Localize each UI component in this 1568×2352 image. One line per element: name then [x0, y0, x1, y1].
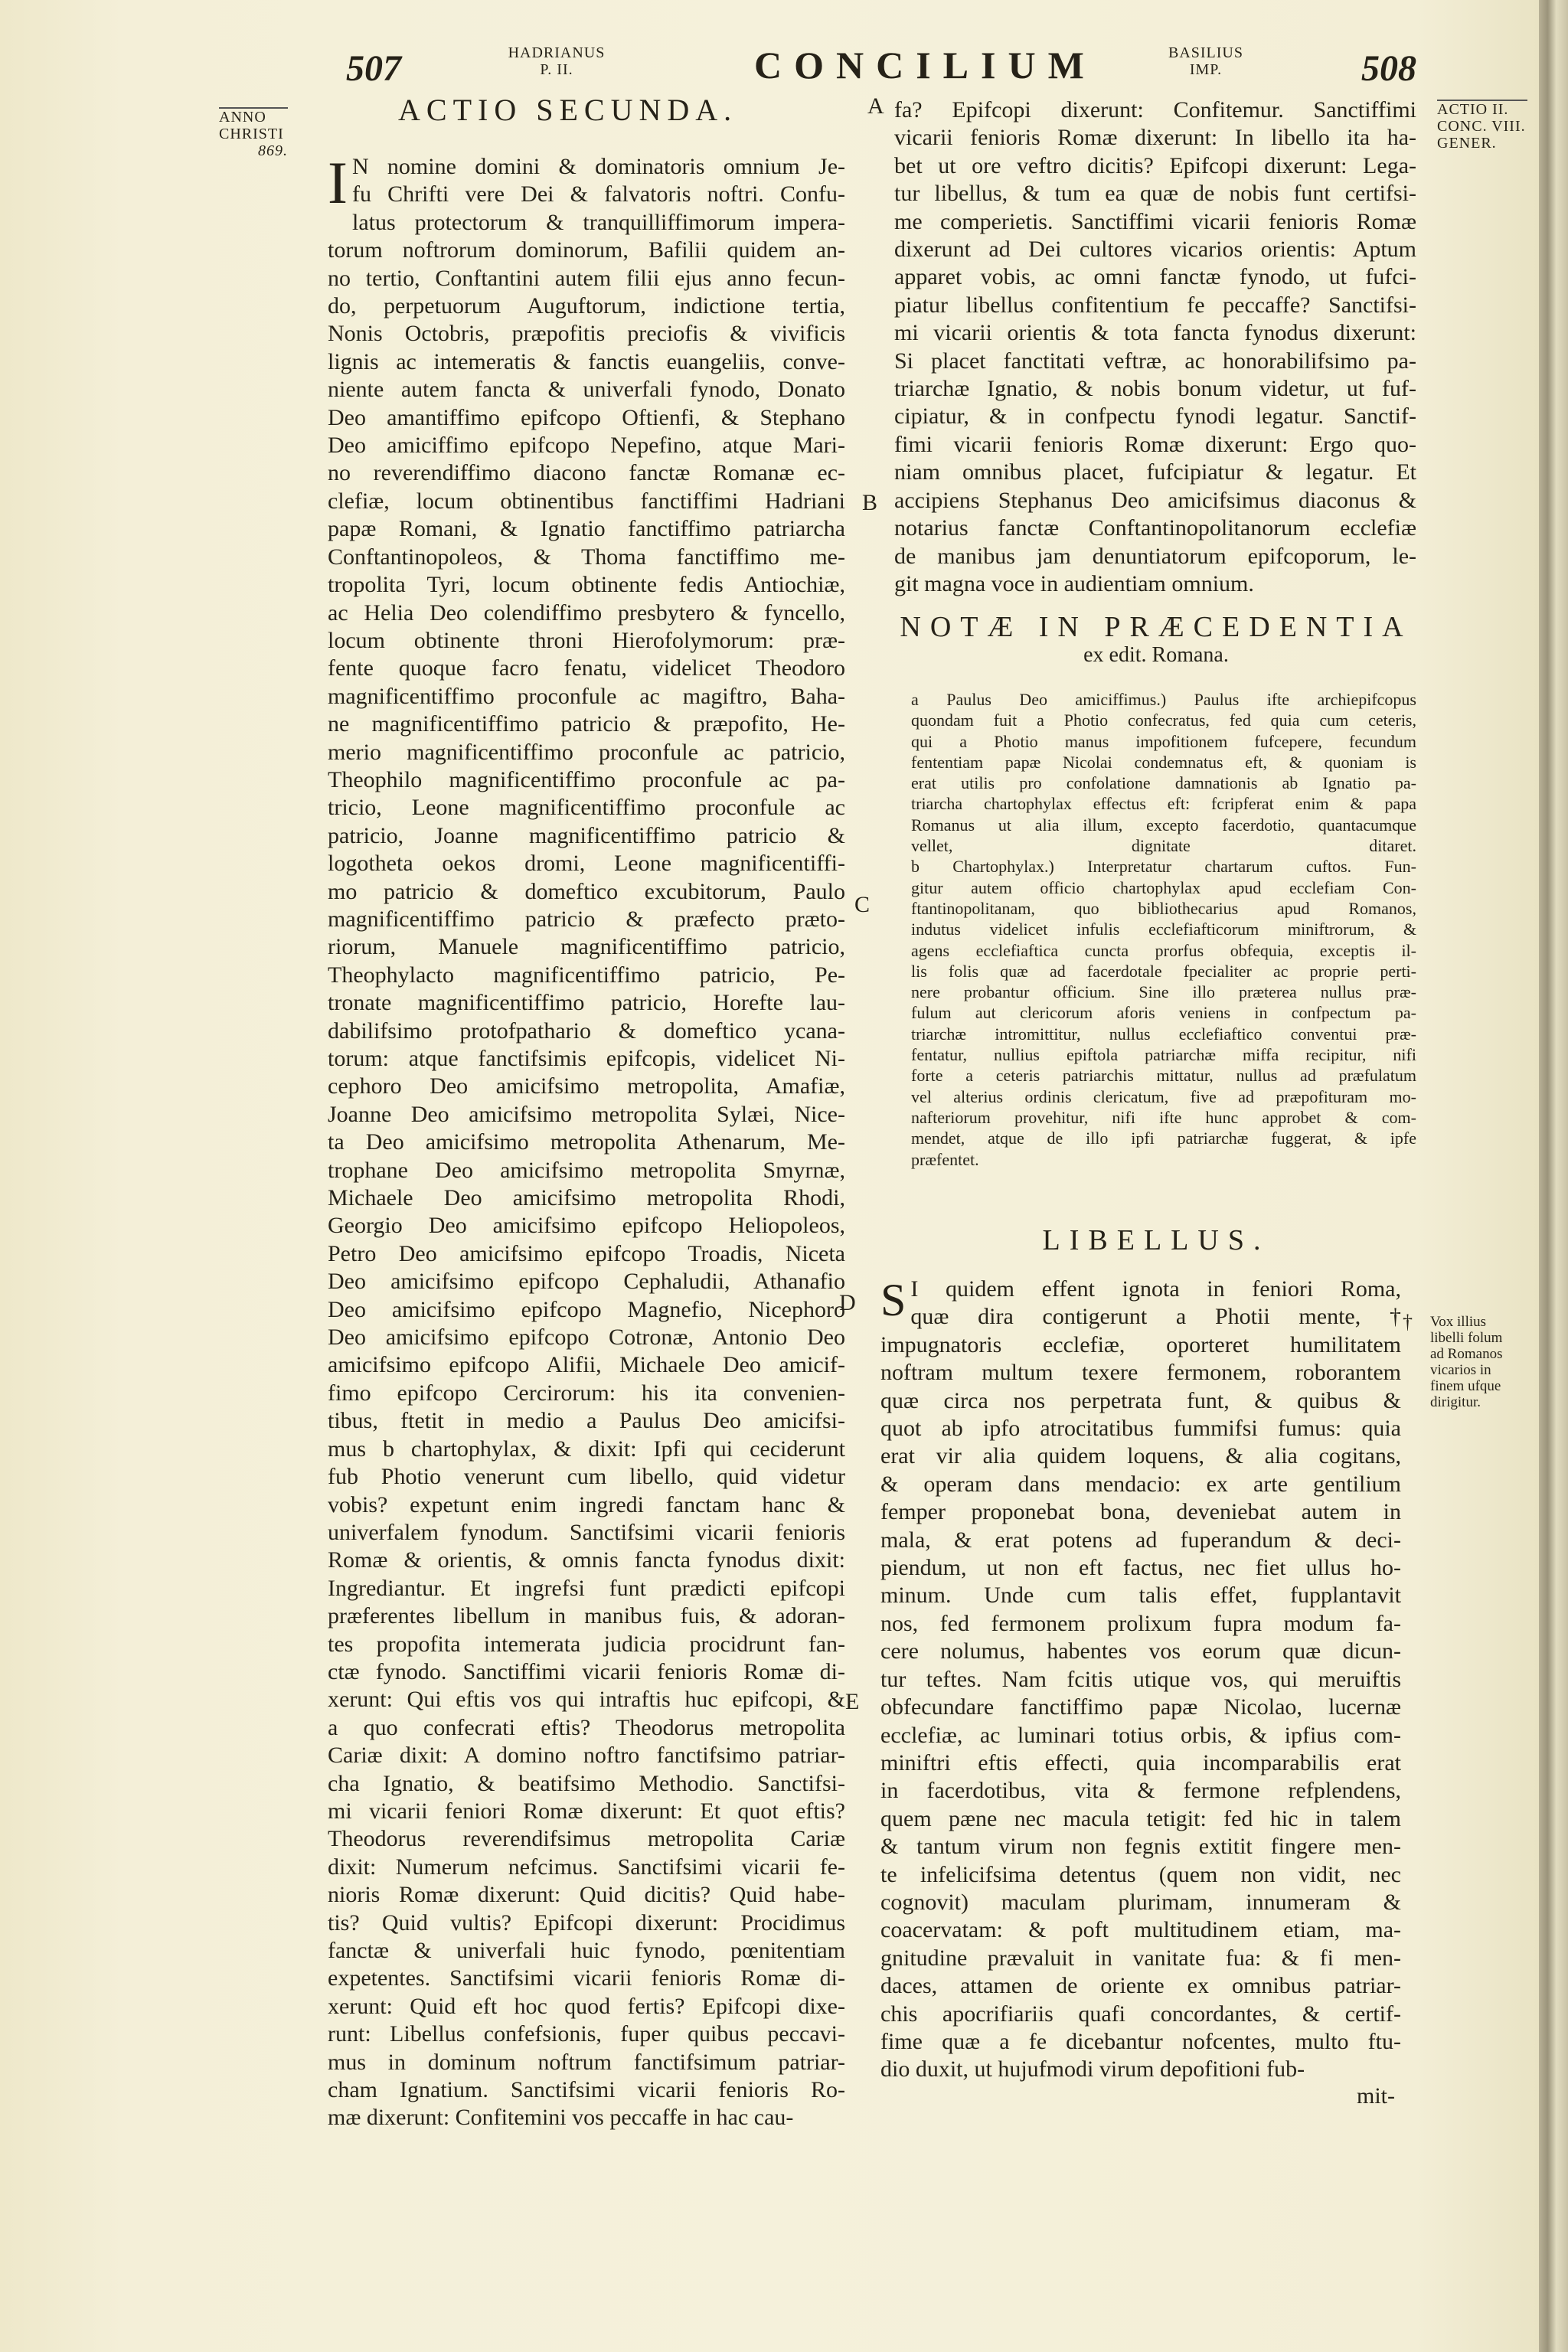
left-column-line: magnificentiffimo proconfule ac magiftro, Baha-: [328, 683, 845, 709]
right-column-line: fimi vicarii fenioris Romæ dixerunt: Ergo quo-: [894, 431, 1416, 457]
left-column-line: torum: atque fanctifsimis epifcopis, videlicet Ni-: [328, 1046, 845, 1071]
right-column-text: [894, 96, 1416, 598]
left-column-line: runt: Libellus confefsionis, fuper quibus peccavi-: [328, 2021, 845, 2047]
left-column-line: ctæ fynodo. Sanctiffimi vicarii fenioris Romæ di-: [328, 1658, 845, 1684]
running-head-right: [1156, 44, 1256, 78]
left-column-line: Cariæ dixit: A domino noftro fanctifsimo patriar-: [328, 1743, 845, 1769]
section-letter-a: A: [867, 93, 884, 119]
act-margin-line2: CONC. VIII.: [1437, 118, 1526, 135]
left-column-line: Romæ & orientis, & omnis fancta fynodus dixit:: [328, 1547, 845, 1573]
act-margin-line3: GENER.: [1437, 135, 1497, 152]
left-column-line: no tertio, Conftantini autem filii ejus anno fecun-: [328, 265, 845, 291]
right-column-line: dixerunt ad Dei cultores vicarios orientis: Aptum: [894, 237, 1416, 263]
notes-line: indutus videlicet infulis ecclefiafticorum miniftrorum, &: [911, 920, 1416, 939]
libellus-line: mala, & erat potens ad fuperandum & deci-: [880, 1527, 1401, 1553]
libellus-line: cere nolumus, habentes vos eorum quæ dicun-: [880, 1638, 1401, 1664]
libellus-line: nos, fed fermonem prolixum fupra modum fa-: [880, 1610, 1401, 1636]
notes-line: erat utilis pro confolatione damnationis ab Ignatio pa-: [911, 773, 1416, 793]
notes-line: quondam fuit a Photio confecratus, fed quia cum ceteris,: [911, 710, 1416, 730]
notes-line: fententiam papæ Nicolai condemnatus eft, & quoniam is: [911, 752, 1416, 772]
left-column-line: Nonis Octobris, præpofitis preciofis & vivificis: [328, 321, 845, 347]
right-column-line: cipiatur, & in confpectu fynodi legatur. Sanctif-: [894, 403, 1416, 430]
left-column-line: dixit: Numerum nefcimus. Sanctifsimi vicarii fe-: [328, 1854, 845, 1880]
section-heading-actio: ACTIO SECUNDA.: [398, 93, 738, 127]
left-column-line: Theophylacto magnificentiffimo patricio, Pe-: [328, 962, 845, 988]
running-head-right-line2: IMP.: [1189, 61, 1223, 78]
libellus-line: cognovit) maculam plurimam, innumeram &: [880, 1889, 1401, 1915]
left-column-line: ac Helia Deo colendiffimo presbytero & fyncello,: [328, 599, 845, 626]
page-number-left: 507: [346, 48, 401, 89]
left-column-line: Joanne Deo amicifsimo metropolita Sylæi, Nice-: [328, 1101, 845, 1127]
libellus-line: & operam dans mendacio: ex arte gentilium: [880, 1471, 1401, 1497]
libellus-line: tur teftes. Nam fcitis utique vos, qui meruiftis: [880, 1666, 1401, 1692]
left-column-line: do, perpetuorum Auguftorum, indictione tertia,: [328, 293, 845, 319]
left-column-line: mæ dixerunt: Confitemini vos peccaffe in hac cau-: [328, 2105, 794, 2131]
notes-line: nafteriorum provehitur, nifi ifte hunc approbet & com-: [911, 1107, 1416, 1127]
notes-line: vellet, dignitate ditaret.: [911, 836, 1416, 856]
left-column-line: mo patricio & domeftico excubitorum, Paulo: [328, 878, 845, 904]
libellus-line: dio duxit, ut hujufmodi virum depofitioni fub-: [880, 2056, 1305, 2082]
running-head-left: [507, 44, 606, 78]
left-column-line: expetentes. Sanctifsimi vicarii fenioris Romæ di-: [328, 1965, 845, 1991]
year-margin: [219, 107, 288, 159]
left-column-line: fub Photio venerunt cum libello, quid videtur: [328, 1464, 845, 1490]
libellus-text: [880, 1276, 1401, 2084]
year-margin-label1: ANNO: [219, 109, 266, 126]
left-column-line: Michaele Deo amicifsimo metropolita Rhodi,: [328, 1185, 845, 1211]
right-column-line: me comperietis. Sanctiffimi vicarii fenioris Romæ: [894, 208, 1416, 234]
left-column-line: logotheta oekos dromi, Leone magnificentiffi-: [328, 851, 845, 877]
left-column-line: fu Chrifti vere Dei & falvatoris noftri. Confu-: [351, 181, 845, 207]
running-title: CONCILIUM: [754, 44, 1096, 87]
notes-line: gitur autem officio chartophylax apud ecclefiam Con-: [911, 877, 1416, 897]
left-column-line: dabilifsimo protofpathario & domeftico ycana-: [328, 1018, 845, 1044]
left-column-line: fimo epifcopo Cercirorum: his ita convenien-: [328, 1380, 845, 1406]
left-column-line: locum obtinente throni Hierofolymorum: præ-: [328, 627, 845, 653]
right-column-line: accipiens Stephanus Deo amicifsimus diaconus &: [894, 487, 1416, 513]
libellus-line: obfecundare fanctiffimo papæ Nicolao, lucernæ: [880, 1694, 1401, 1720]
act-margin: [1437, 100, 1527, 152]
libellus-line: quem pæne nec macula tetigit: fed hic in talem: [880, 1805, 1401, 1831]
margin-note-line: Vox illius: [1430, 1314, 1487, 1330]
left-column-line: magnificentiffimo patricio & præfecto præto-: [328, 906, 845, 932]
margin-note-line: dirigitur.: [1430, 1394, 1481, 1410]
left-column-line: tropolita Tyri, locum obtinente fedis Antiochiæ,: [328, 572, 845, 598]
notes-line: fentatur, nullius epiftola patriarchæ miffa recipitur, nifi: [911, 1045, 1416, 1065]
libellus-line: femper proponebat bona, deveniebat autem in: [880, 1499, 1401, 1525]
right-column-line: de manibus jam denuntiatorum epifcoporum, le-: [894, 543, 1416, 569]
notes-text: [911, 689, 1416, 1170]
libellus-line: miniftri eftis effecti, quia incomparabilis erat: [880, 1749, 1401, 1775]
right-column-line: Si placet fanctitati veftræ, ac honorabilifsimo pa-: [894, 348, 1416, 374]
libellus-line: I quidem effent ignota in feniori Roma,: [910, 1276, 1401, 1302]
section-letter-e: E: [845, 1689, 860, 1714]
left-column-line: torum noftrorum dominorum, Bafilii quidem an-: [328, 237, 845, 263]
libellus-line: quæ circa nos perpetrata funt, & quibus &: [880, 1387, 1401, 1413]
dropcap-i: I: [328, 149, 348, 216]
libellus-line: erat vir alia quidem loquens, & alia cogitans,: [880, 1443, 1401, 1469]
left-column-line: xerunt: Qui eftis vos qui intraftis huc epifcopi, &: [328, 1687, 845, 1713]
left-column-line: Deo amiciffimo epifcopo Nepefino, atque Mari-: [328, 433, 845, 459]
right-column-line: triarchæ Ignatio, & nobis bonum videtur, ut fuf-: [894, 376, 1416, 402]
libellus-line: in facerdotibus, vita & fermone refplendens,: [880, 1778, 1401, 1804]
left-column-line: latus protectorum & tranquilliffimorum impera-: [351, 209, 845, 235]
right-column-line: tur libellus, & tum ea quæ de nobis funt certifsi-: [894, 181, 1416, 207]
left-column-line: xerunt: Quid eft hoc quod fertis? Epifcopi dixe-: [328, 1993, 845, 2019]
left-column-line: mus b chartophylax, & dixit: Ipfi qui ceciderunt: [328, 1436, 845, 1462]
dagger-mark: †: [1403, 1311, 1413, 1333]
notes-line: Romanus ut alia illum, excepto facerdotio, quantacumque: [911, 815, 1416, 835]
left-column-line: nioris Romæ dixerunt: Quid dicitis? Quid habe-: [328, 1882, 845, 1908]
libellus-line: daces, attamen de oriente ex omnibus patriar-: [880, 1973, 1401, 1999]
left-column-line: vobis? expetunt enim ingredi fanctam hanc &: [328, 1491, 845, 1517]
right-column-line: mi vicarii orientis & tota fancta fynodus dixerunt:: [894, 320, 1416, 346]
libellus-line: & tantum virum non fegnis extitit fingere men-: [880, 1834, 1401, 1860]
notes-line: qui a Photio manus impofitionem fufcepere, fecundum: [911, 731, 1416, 751]
left-column-line: Deo amicifsimo epifcopo Magnefio, Nicephoro: [328, 1296, 845, 1322]
running-head-left-line2: P. II.: [540, 61, 573, 78]
right-column-line: niam omnibus placet, fufcipiatur & legatur. Et: [894, 459, 1416, 485]
notes-line: triarchæ intromittitur, nullus ecclefiaftico conventui præ-: [911, 1024, 1416, 1044]
left-column-line: Deo amicifsimo epifcopo Cephaludii, Athanafio: [328, 1269, 845, 1295]
left-column-line: Ingrediantur. Et ingrefsi funt prædicti epifcopi: [328, 1575, 845, 1601]
left-column-line: tis? Quid vultis? Epifcopi dixerunt: Procidimus: [328, 1909, 845, 1936]
libellus-line: te infelicifsima detentus (quem non vidit, nec: [880, 1861, 1401, 1887]
notes-subheading: ex edit. Romana.: [1083, 643, 1229, 667]
section-letter-b: B: [862, 490, 878, 515]
notes-line: mendet, atque de illo ipfi patriarchæ fuggerat, & ipfe: [911, 1129, 1416, 1148]
notes-line: fulum aut clericorum aforis veniens in confpectum pa-: [911, 1003, 1416, 1023]
left-column-line: Theophilo magnificentiffimo proconfule ac pa-: [328, 766, 845, 792]
notes-line: præfentet.: [911, 1149, 979, 1169]
libellus-line: fime quæ a fe dicebantur nofcentes, multo ftu-: [880, 2028, 1401, 2054]
left-column-line: N nomine domini & dominatoris omnium Je-: [351, 154, 845, 179]
section-letter-c: C: [854, 892, 871, 917]
left-column-line: no reverendiffimo diacono fanctæ Romanæ ec-: [328, 460, 845, 486]
right-column-line: piatur libellus confitentium fe peccaffe? Sanctifsi-: [894, 292, 1416, 318]
right-column-line: git magna voce in audientiam omnium.: [894, 570, 1254, 596]
page-number-right: 508: [1361, 48, 1416, 89]
left-column-line: univerfalem fynodum. Sanctifsimi vicarii fenioris: [328, 1519, 845, 1545]
notes-line: triarcha chartophylax effectus eft: fcripferat enim & papa: [911, 794, 1416, 814]
libellus-line: minum. Unde cum talis effet, fupplantavit: [880, 1583, 1401, 1609]
right-column-line: bet ut ore veftro dicitis? Epifcopi dixerunt: Lega-: [894, 152, 1416, 178]
year-margin-year: 869.: [258, 142, 288, 159]
left-column-line: ne magnificentiffimo patricio & præpofito, He-: [328, 711, 845, 737]
notes-line: lis folis quæ ad facerdotale fpecialiter ac proprie perti-: [911, 961, 1416, 981]
libellus-line: piendum, ut non eft factus, nec fiet ullus ho-: [880, 1555, 1401, 1581]
dropcap-s: S: [880, 1275, 906, 1325]
libellus-line: chis apocrifiariis quafi concordantes, & certif-: [880, 2001, 1401, 2027]
libellus-line: impugnatoris ecclefiæ, oporteret humilitatem: [880, 1331, 1401, 1357]
margin-note-line: finem ufque: [1430, 1378, 1501, 1394]
left-column-line: Deo amicifsimo epifcopo Cotronæ, Antonio Deo: [328, 1325, 845, 1351]
margin-note: [1430, 1314, 1522, 1410]
notes-line: ftantinopolitanam, quo bibliothecarius apud Romanos,: [911, 898, 1416, 918]
right-column-line: apparet vobis, ac omni fanctæ fynodo, ut fufci-: [894, 264, 1416, 290]
left-column-line: niente autem fancta & univerfali fynodo, Donato: [328, 377, 845, 403]
left-column-line: Theodorus reverendifsimus metropolita Cariæ: [328, 1826, 845, 1852]
notes-line: agens ecclefiaftica cuncta prorfus obfequia, exceptis il-: [911, 940, 1416, 960]
right-column-line: fa? Epifcopi dixerunt: Confitemur. Sanctiffimi: [894, 97, 1416, 122]
left-column-line: a quo confecrati eftis? Theodorus metropolita: [328, 1714, 845, 1740]
left-column-line: trophane Deo amicifsimo metropolita Smyrnæ,: [328, 1157, 845, 1183]
left-column-line: amicifsimo epifcopo Alifii, Michaele Deo amicif-: [328, 1352, 845, 1378]
year-margin-label2: CHRISTI: [219, 126, 284, 142]
act-margin-line1: ACTIO II.: [1437, 101, 1509, 118]
left-column-line: Conftantinopoleos, & Thoma fanctiffimo me-: [328, 544, 845, 570]
left-column-line: præferentes libellum in manibus fuis, & adoran-: [328, 1603, 845, 1629]
libellus-line: quæ dira contigerunt a Photii mente, †: [910, 1304, 1401, 1330]
right-column-line: vicarii fenioris Romæ dixerunt: In libello ita ha-: [894, 125, 1416, 151]
left-column-line: ta Deo amicifsimo metropolita Athenarum, Me-: [328, 1129, 845, 1155]
left-column-line: tronate magnificentiffimo patricio, Horefte lau-: [328, 990, 845, 1016]
left-column-line: lignis ac intemeratis & fanctis euangeliis, conve-: [328, 348, 845, 374]
margin-note-line: vicarios in: [1430, 1362, 1491, 1378]
running-head-right-line1: BASILIUS: [1168, 44, 1243, 61]
left-column-line: Petro Deo amicifsimo epifcopo Troadis, Niceta: [328, 1240, 845, 1266]
left-column-line: patricio, Joanne magnificentiffimo patricio &: [328, 822, 845, 848]
book-fold: [1539, 0, 1568, 2352]
section-letter-d: D: [839, 1290, 856, 1315]
notes-line: forte a ceteris patriarchis mittatur, nullus ad præfulatum: [911, 1066, 1416, 1086]
left-column-line: Georgio Deo amicifsimo epifcopo Heliopoleos,: [328, 1213, 845, 1239]
left-column-line: cephoro Deo amicifsimo metropolita, Amafiæ,: [328, 1073, 845, 1099]
margin-note-line: ad Romanos: [1430, 1346, 1503, 1362]
left-column-line: fente quoque facro fenatu, videlicet Theodoro: [328, 655, 845, 681]
left-column-line: papæ Romani, & Ignatio fanctiffimo patriarcha: [328, 516, 845, 542]
left-column-line: cha Ignatio, & beatifsimo Methodio. Sanctifsi-: [328, 1770, 845, 1796]
left-column-line: clefiæ, locum obtinentibus fanctiffimi Hadriani: [328, 488, 845, 514]
left-column-line: tes propofita intemerata judicia procidrunt fan-: [328, 1631, 845, 1657]
left-column-line: fanctæ & univerfali huic fynodo, pœnitentiam: [328, 1938, 845, 1963]
left-column-line: tibus, ftetit in medio a Paulus Deo amicifsi-: [328, 1408, 845, 1434]
libellus-heading: LIBELLUS.: [1042, 1224, 1270, 1256]
notes-heading: NOTÆ IN PRÆCEDENTIA: [900, 611, 1413, 643]
margin-note-line: libelli folum: [1430, 1330, 1503, 1346]
notes-line: vel alterius ordinis clericatum, five ad præpofituram mo-: [911, 1086, 1416, 1106]
left-column-line: merio magnificentiffimo proconfule ac patricio,: [328, 739, 845, 765]
libellus-line: ecclefiæ, ac luminari totius orbis, & ipfius com-: [880, 1722, 1401, 1748]
right-column-line: notarius fanctæ Conftantinopolitanorum ecclefiæ: [894, 515, 1416, 541]
left-column-line: Deo amantiffimo epifcopo Oftienfi, & Stephano: [328, 404, 845, 430]
left-column-line: mi vicarii feniori Romæ dixerunt: Et quot eftis?: [328, 1798, 845, 1824]
catchword: mit-: [1357, 2083, 1395, 2109]
running-head-left-line1: HADRIANUS: [508, 44, 606, 61]
notes-line: b Chartophylax.) Interpretatur chartarum cuftos. Fun-: [911, 857, 1416, 877]
left-column-text: [328, 149, 845, 2132]
left-column-line: tricio, Leone magnificentiffimo proconfule ac: [328, 795, 845, 821]
libellus-line: noftram multum texere fermonem, roborantem: [880, 1360, 1401, 1386]
left-column-line: cham Ignatium. Sanctifsimi vicarii fenioris Ro-: [328, 2077, 845, 2103]
notes-line: a Paulus Deo amiciffimus.) Paulus ifte archiepifcopus: [911, 690, 1416, 709]
notes-line: nere probantur officium. Sine illo præterea nullus præ-: [911, 982, 1416, 1002]
left-column-line: riorum, Manuele magnificentiffimo patricio,: [328, 934, 845, 960]
left-column-line: mus in dominum noftrum fanctifsimum patriar-: [328, 2049, 845, 2075]
libellus-line: quot ab ipfo atrocitatibus fummifsi fumus: quia: [880, 1416, 1401, 1442]
libellus-line: gnitudine prævaluit in vanitate fua: & fi men-: [880, 1945, 1401, 1971]
libellus-line: coacervatam: & poft multitudinem etiam, ma-: [880, 1917, 1401, 1943]
